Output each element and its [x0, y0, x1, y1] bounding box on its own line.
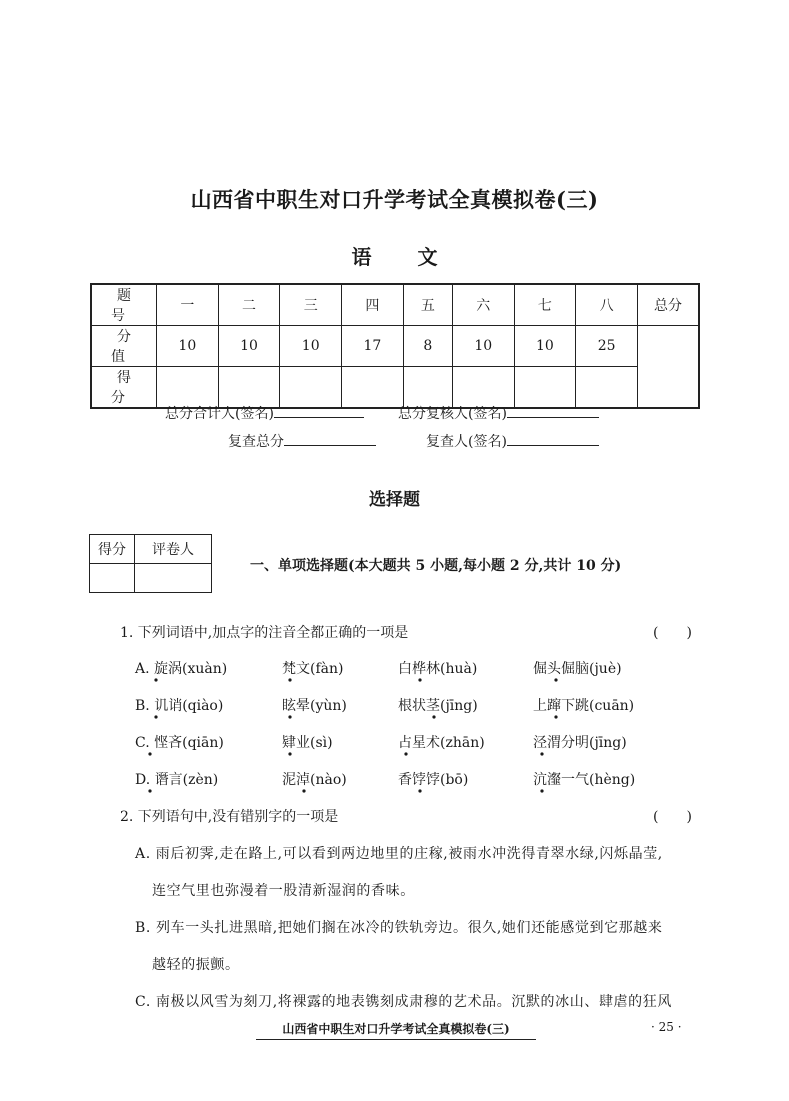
q1-option-c-3: 占星术(zhān)	[398, 735, 485, 751]
q2-option-a-line-1: A. 雨后初霁,走在路上,可以看到两边地里的庄稼,被雨水冲洗得青翠水绿,闪烁晶莹,	[135, 846, 663, 862]
grader-score-label: 得分	[90, 535, 135, 564]
q1-option-a-1: A. 旋涡(xuàn)	[135, 661, 228, 677]
q1-option-d-3: 香饽饽(bō)	[398, 772, 469, 788]
q1-option-b-2: 眩晕(yùn)	[282, 698, 347, 714]
footer-title: 山西省中职生对口升学考试全真模拟卷(三)	[256, 1020, 536, 1040]
value-cell: 10	[157, 326, 219, 367]
score-table-values-row	[91, 326, 699, 367]
score-cell[interactable]	[280, 367, 342, 409]
value-cell: 25	[576, 326, 638, 367]
page-title: 山西省中职生对口升学考试全真模拟卷(三)	[190, 187, 599, 212]
q1-option-b-1: B. 讥诮(qiào)	[135, 698, 224, 714]
q1-option-d-1: D. 谮言(zèn)	[135, 772, 219, 788]
score-label: 得 分	[91, 367, 157, 409]
score-table	[90, 283, 700, 409]
header-cell: 八	[576, 284, 638, 326]
score-cell[interactable]	[218, 367, 280, 409]
value-cell: 17	[342, 326, 404, 367]
q1-option-c-4: 泾渭分明(jīng)	[533, 735, 627, 751]
header-cell: 三	[280, 284, 342, 326]
total-score-cell[interactable]	[638, 326, 700, 409]
q1-option-a-4: 倔头倔脑(juè)	[533, 661, 622, 677]
signature-recheck-total: 复查总分	[228, 431, 376, 451]
page-number: · 25 ·	[651, 1020, 682, 1034]
score-cell[interactable]	[342, 367, 404, 409]
score-cell[interactable]	[403, 367, 452, 409]
signature-line[interactable]	[507, 403, 599, 418]
q1-option-b-4: 上蹿下跳(cuān)	[533, 698, 635, 714]
signature-line[interactable]	[507, 431, 599, 446]
score-cell[interactable]	[576, 367, 638, 409]
q2-option-b-line-1: B. 列车一头扎进黑暗,把她们搁在冰冷的铁轨旁边。很久,她们还能感觉到它那越来	[135, 920, 663, 936]
question-2-answer[interactable]: ( )	[653, 809, 692, 825]
q1-option-d-4: 沆瀣一气(hèng)	[533, 772, 636, 788]
header-cell: 七	[514, 284, 576, 326]
values-label: 分 值	[91, 326, 157, 367]
header-cell: 五	[403, 284, 452, 326]
grader-box	[89, 534, 212, 593]
header-cell: 六	[452, 284, 514, 326]
value-cell: 10	[514, 326, 576, 367]
signature-rechecker: 复查人(签名)	[426, 431, 599, 451]
subject-char-2: 文	[417, 245, 438, 269]
section-title: 选择题	[369, 490, 420, 510]
header-label: 题 号	[91, 284, 157, 326]
signature-line[interactable]	[274, 403, 364, 418]
subject-title	[0, 241, 789, 270]
score-cell[interactable]	[514, 367, 576, 409]
header-cell: 二	[218, 284, 280, 326]
value-cell: 10	[280, 326, 342, 367]
q1-option-a-3: 白桦林(huà)	[398, 661, 478, 677]
q2-option-b-line-2: 越轻的振颤。	[152, 957, 240, 973]
q1-option-b-3: 根状茎(jīng)	[398, 698, 478, 714]
signature-total-reviewer: 总分复核人(签名)	[398, 403, 599, 423]
question-2-stem: 2. 下列语句中,没有错别字的一项是	[120, 809, 339, 825]
header-cell: 四	[342, 284, 404, 326]
value-cell: 10	[452, 326, 514, 367]
q1-option-c-2: 肄业(sì)	[282, 735, 333, 751]
question-1-answer[interactable]: ( )	[653, 625, 692, 641]
part-one-heading: 一、单项选择题(本大题共 5 小题,每小题 2 分,共计 10 分)	[250, 558, 622, 574]
header-total: 总分	[638, 284, 700, 326]
q1-option-c-1: C. 悭吝(qiān)	[135, 735, 224, 751]
q2-option-a-line-2: 连空气里也弥漫着一股清新湿润的香味。	[152, 883, 415, 899]
score-table-score-row	[91, 367, 699, 409]
subject-char-1: 语	[351, 245, 372, 269]
question-1-stem: 1. 下列词语中,加点字的注音全都正确的一项是	[120, 625, 409, 641]
score-table-header-row	[91, 284, 699, 326]
grader-score-cell[interactable]	[90, 564, 135, 593]
q2-option-c-line-1: C. 南极以风雪为刻刀,将裸露的地表镌刻成肃穆的艺术品。沉默的冰山、肆虐的狂风	[135, 994, 672, 1010]
value-cell: 8	[403, 326, 452, 367]
score-cell[interactable]	[452, 367, 514, 409]
q1-option-a-2: 梵文(fàn)	[282, 661, 344, 677]
signature-line[interactable]	[284, 431, 376, 446]
q1-option-d-2: 泥淖(nào)	[282, 772, 347, 788]
grader-name-cell[interactable]	[135, 564, 212, 593]
grader-name-label: 评卷人	[135, 535, 212, 564]
header-cell: 一	[157, 284, 219, 326]
signature-total-summer: 总分合计人(签名)	[165, 403, 364, 423]
value-cell: 10	[218, 326, 280, 367]
